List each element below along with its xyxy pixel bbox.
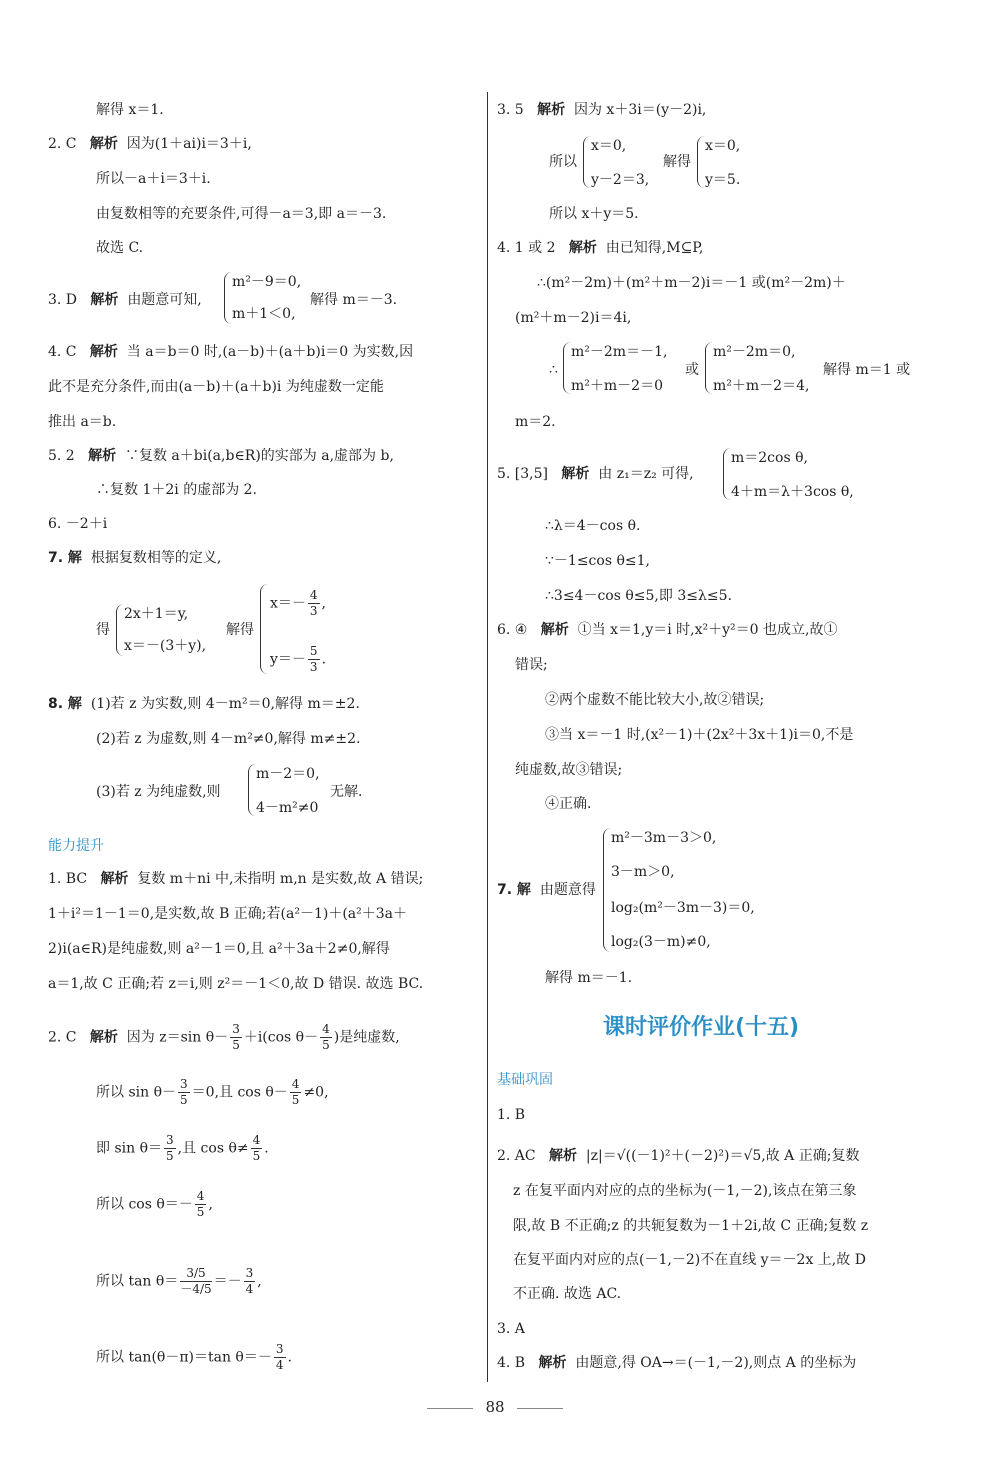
text-line: 推出 a＝b. xyxy=(48,414,117,430)
answer-text: (1)若 z 为实数,则 4－m²＝0,解得 m＝±2. xyxy=(90,696,360,712)
analysis-label: 解析 xyxy=(568,240,597,256)
equation-text: ≠0, xyxy=(303,1084,329,1101)
text-line: 1＋i²＝1－1＝0,是实数,故 B 正确;若(a²－1)＋(a²＋3a＋ xyxy=(48,906,407,922)
system-equation: x＝0, xyxy=(591,138,627,154)
answer-text: 由题意,得 OA→＝(－1,－2),则点 A 的坐标为 xyxy=(575,1355,857,1371)
equation-text: , xyxy=(208,1196,213,1213)
system-equation: x＝－(3＋y), xyxy=(124,638,207,654)
equation-text: . xyxy=(264,1140,269,1157)
text-line: a＝1,故 C 正确;若 z＝i,则 z²＝－1＜0,故 D 错误. 故选 BC. xyxy=(48,976,424,992)
equation-text: ＝0,且 cos θ－ xyxy=(191,1084,288,1101)
column-divider xyxy=(487,92,488,1382)
fraction xyxy=(164,1133,176,1164)
equation-text: 所以 tan θ＝ xyxy=(96,1273,179,1290)
answer-number: 2. AC xyxy=(497,1148,536,1164)
answer-text: ①当 x＝1,y＝i 时,x²＋y²＝0 也成立,故① xyxy=(577,622,838,638)
math-line xyxy=(48,1342,292,1373)
system-equation: 4－m²≠0 xyxy=(256,800,319,816)
text-line: ②两个虚数不能比较大小,故②错误; xyxy=(545,692,765,708)
equation-text: 即 sin θ＝ xyxy=(96,1140,163,1157)
system-equation: m²＋m－2＝0 xyxy=(571,378,663,394)
math-line xyxy=(48,1077,329,1108)
system-equation: 3－m＞0, xyxy=(611,864,675,880)
denominator: 3 xyxy=(309,660,318,674)
text-line: 或 xyxy=(685,362,699,378)
answer-text: 因为(1＋ai)i＝3＋i, xyxy=(126,136,252,152)
text-line: ∴(m²－2m)＋(m²＋m－2)i＝－1 或(m²－2m)＋ xyxy=(537,275,846,291)
equation-text: . xyxy=(287,1349,292,1366)
answer-text: 由题意可知, xyxy=(127,292,202,308)
text-line: ∵－1≤cos θ≤1, xyxy=(545,553,650,569)
equation-text: ,且 cos θ≠ xyxy=(177,1140,249,1157)
numerator: 4 xyxy=(309,588,318,602)
system-equation xyxy=(270,644,326,675)
answer-number: 3. D xyxy=(48,292,78,308)
equation-text: y＝－ xyxy=(270,651,306,668)
system-equation: m²－3m－3＞0, xyxy=(611,830,717,846)
answer-text: 由已知得,M⊆P, xyxy=(605,240,704,256)
answer-3 xyxy=(48,290,202,310)
answer-number: 3. 5 xyxy=(497,102,524,118)
text-line: 限,故 B 不正确;z 的共轭复数为－1＋2i,故 C 正确;复数 z xyxy=(513,1218,869,1234)
equation-text: x＝－ xyxy=(270,595,306,612)
system-equation: m²－2m＝0, xyxy=(713,344,796,360)
answer-3 xyxy=(497,100,706,120)
text-line: 在复平面内对应的点(－1,－2)不在直线 y＝－2x 上,故 D xyxy=(513,1252,866,1268)
analysis-label: 解析 xyxy=(540,622,569,638)
numerator: 4 xyxy=(252,1133,261,1147)
text-line: z 在复平面内对应的点的坐标为(－1,－2),该点在第三象 xyxy=(513,1183,857,1199)
text-line: 2)i(a∈R)是纯虚数,则 a²－1＝0,且 a²＋3a＋2≠0,解得 xyxy=(48,941,390,957)
denominator: －4/5 xyxy=(180,1282,212,1296)
answer-number: 5. 2 xyxy=(48,448,75,464)
answer-7 xyxy=(497,880,596,900)
equation-text: ＝－ xyxy=(213,1273,242,1290)
text-line: ∴3≤4－cos θ≤5,即 3≤λ≤5. xyxy=(545,588,732,604)
basic-answer-4 xyxy=(497,1353,856,1373)
section-heading: 能力提升 xyxy=(48,838,104,854)
numerator: 3 xyxy=(275,1342,284,1356)
fraction xyxy=(178,1077,190,1108)
answer-4 xyxy=(48,342,413,362)
answer-number: 4. C xyxy=(48,344,77,360)
denominator: 5 xyxy=(291,1093,300,1107)
answer-6: 6. －2＋i xyxy=(48,516,108,532)
text-line: 由复数相等的充要条件,可得－a＝3,即 a＝－3. xyxy=(96,206,387,222)
fraction xyxy=(251,1133,263,1164)
system-equation: 4＋m＝λ＋3cos θ, xyxy=(731,484,854,500)
answer-number: 5. [3,5] xyxy=(497,466,548,482)
fraction xyxy=(244,1266,256,1297)
page-number: 88 xyxy=(485,1398,505,1416)
basic-answer-1: 1. B xyxy=(497,1107,526,1123)
text-line: ∴ xyxy=(549,362,558,378)
text-line: 错误; xyxy=(515,657,548,673)
text-line: ③当 x＝－1 时,(x²－1)＋(2x²＋3x＋1)i＝0,不是 xyxy=(545,727,854,743)
text-line: 不正确. 故选 AC. xyxy=(513,1286,622,1302)
answer-5 xyxy=(497,464,694,484)
text-line: ④正确. xyxy=(545,796,592,812)
footer-rule xyxy=(517,1408,563,1409)
answer-6 xyxy=(497,620,837,640)
text-line: m＝2. xyxy=(515,414,556,430)
footer-rule xyxy=(427,1408,473,1409)
analysis-label: 解析 xyxy=(89,1029,118,1046)
answer-5 xyxy=(48,446,394,466)
numerator: 5 xyxy=(309,644,318,658)
fraction xyxy=(274,1342,286,1373)
text-line: 解得 m＝－1. xyxy=(545,970,633,986)
system-equation: y－2＝3, xyxy=(591,172,650,188)
equation-text: 所以 tan(θ－π)＝tan θ＝－ xyxy=(96,1349,272,1366)
equation-text: . xyxy=(321,651,327,668)
answer-text: 由题意得 xyxy=(539,882,596,898)
equation-text: , xyxy=(321,595,326,612)
system-equation: m＝2cos θ, xyxy=(731,450,808,466)
text-line: 无解. xyxy=(330,784,363,800)
text-line: (m²＋m－2)i＝4i, xyxy=(515,310,632,326)
numerator: 3 xyxy=(245,1266,254,1280)
fraction xyxy=(320,1022,332,1053)
system-equation: m＋1＜0, xyxy=(232,306,296,322)
analysis-label: 解析 xyxy=(89,136,118,152)
denominator: 5 xyxy=(166,1149,174,1163)
analysis-label: 解析 xyxy=(89,344,118,360)
equation-text: )是纯虚数, xyxy=(333,1029,400,1046)
answer-text: |z|＝√((－1)²＋(－2)²)＝√5,故 A 正确;复数 xyxy=(585,1148,860,1164)
section-heading: 基础巩固 xyxy=(497,1072,553,1088)
system-brace xyxy=(260,584,269,674)
fraction xyxy=(308,644,320,675)
page-footer xyxy=(0,1398,990,1416)
compound-fraction xyxy=(180,1266,211,1297)
analysis-label: 解析 xyxy=(537,102,566,118)
answer-number: 7. 解 xyxy=(497,882,531,898)
equation-text: 所以 sin θ－ xyxy=(96,1084,177,1101)
answer-text: 当 a＝b＝0 时,(a－b)＋(a＋b)i＝0 为实数,因 xyxy=(126,344,414,360)
analysis-label: 解析 xyxy=(90,292,119,308)
analysis-label: 解析 xyxy=(561,466,590,482)
answer-text: ∵复数 a＋bi(a,b∈R)的实部为 a,虚部为 b, xyxy=(124,448,394,464)
answer-number: 6. ④ xyxy=(497,622,528,638)
answer-4 xyxy=(497,238,703,258)
numerator: 3 xyxy=(232,1022,240,1036)
answer-text: 由 z₁＝z₂ 可得, xyxy=(598,466,694,482)
system-equation: m²－9＝0, xyxy=(232,274,302,290)
system-equation: m－2＝0, xyxy=(256,766,320,782)
equation-text: , xyxy=(257,1273,262,1290)
answer-2 xyxy=(48,134,252,154)
fraction xyxy=(230,1022,242,1053)
analysis-label: 解析 xyxy=(549,1148,577,1164)
text-line: 纯虚数,故③错误; xyxy=(515,762,623,778)
answer-7 xyxy=(48,548,221,568)
text-line: 所以 x＋y＝5. xyxy=(549,206,639,222)
system-equation: x＝0, xyxy=(705,138,741,154)
fraction xyxy=(195,1189,207,1220)
text-line: ∴复数 1＋2i 的虚部为 2. xyxy=(96,482,257,498)
answer-number: 2. C xyxy=(48,1029,77,1046)
fraction xyxy=(290,1077,302,1108)
analysis-label: 解析 xyxy=(538,1355,567,1371)
denominator: 5 xyxy=(252,1149,261,1163)
math-line xyxy=(48,1189,213,1220)
answer-number: 7. 解 xyxy=(48,550,82,566)
denominator: 5 xyxy=(196,1205,205,1219)
equation-text: 因为 z＝sin θ－ xyxy=(126,1029,229,1046)
answer-number: 4. B xyxy=(497,1355,526,1371)
denominator: 3 xyxy=(309,604,318,618)
numerator: 3 xyxy=(166,1133,174,1147)
numerator: 3/5 xyxy=(180,1266,211,1282)
system-equation: m²－2m＝－1, xyxy=(571,344,668,360)
answer-text: 根据复数相等的定义, xyxy=(90,550,222,566)
equation-text: 所以 cos θ＝－ xyxy=(96,1196,193,1213)
answer-number: 8. 解 xyxy=(48,696,82,712)
denominator: 5 xyxy=(180,1093,188,1107)
analysis-label: 解析 xyxy=(100,871,129,887)
analysis-label: 解析 xyxy=(88,448,117,464)
text-line: 解得 xyxy=(226,622,254,638)
answer-text: 复数 m＋ni 中,未指明 m,n 是实数,故 A 错误; xyxy=(137,871,424,887)
text-line: (3)若 z 为纯虚数,则 xyxy=(96,784,221,800)
text-line: 解得 m＝1 或 xyxy=(823,362,911,378)
system-equation: y＝5. xyxy=(705,172,741,188)
denominator: 4 xyxy=(275,1358,284,1372)
math-line xyxy=(48,1133,269,1164)
numerator: 4 xyxy=(322,1022,330,1036)
numerator: 4 xyxy=(196,1189,205,1203)
text-line: ∴λ＝4－cos θ. xyxy=(545,518,641,534)
system-equation: log₂(m²－3m－3)＝0, xyxy=(611,900,755,916)
page-title: 课时评价作业(十五) xyxy=(603,1015,800,1040)
denominator: 4 xyxy=(245,1282,254,1296)
text-line: 此不是充分条件,而由(a－b)＋(a＋b)i 为纯虚数一定能 xyxy=(48,379,384,395)
text-line: 故选 C. xyxy=(96,240,144,256)
text-line: 得 xyxy=(96,622,110,638)
answer-number: 2. C xyxy=(48,136,77,152)
denominator: 5 xyxy=(232,1038,240,1052)
text-line: 所以 xyxy=(549,154,577,170)
answer-text: 因为 x＋3i＝(y－2)i, xyxy=(573,102,707,118)
text-line: 解得 x＝1. xyxy=(96,102,164,118)
system-equation: m²＋m－2＝4, xyxy=(713,378,810,394)
answer-number: 4. 1 或 2 xyxy=(497,240,556,256)
answer-8 xyxy=(48,694,360,714)
equation-text: ＋i(cos θ－ xyxy=(243,1029,319,1046)
text-line: (2)若 z 为虚数,则 4－m²≠0,解得 m≠±2. xyxy=(96,731,361,747)
numerator: 3 xyxy=(180,1077,188,1091)
ability-answer-2 xyxy=(48,1022,400,1053)
basic-answer-2 xyxy=(497,1146,859,1166)
numerator: 4 xyxy=(291,1077,300,1091)
fraction xyxy=(308,588,320,619)
math-line xyxy=(48,1266,262,1297)
system-equation: 2x＋1＝y, xyxy=(124,606,189,622)
system-equation xyxy=(270,588,326,619)
denominator: 5 xyxy=(322,1038,330,1052)
text-line: 解得 xyxy=(663,154,691,170)
answer-number: 1. BC xyxy=(48,871,88,887)
text-line: 所以－a＋i＝3＋i. xyxy=(96,171,211,187)
system-equation: log₂(3－m)≠0, xyxy=(611,934,711,950)
answer-text: 解得 m＝－3. xyxy=(310,292,398,308)
basic-answer-3: 3. A xyxy=(497,1321,525,1337)
ability-answer-1 xyxy=(48,869,423,889)
